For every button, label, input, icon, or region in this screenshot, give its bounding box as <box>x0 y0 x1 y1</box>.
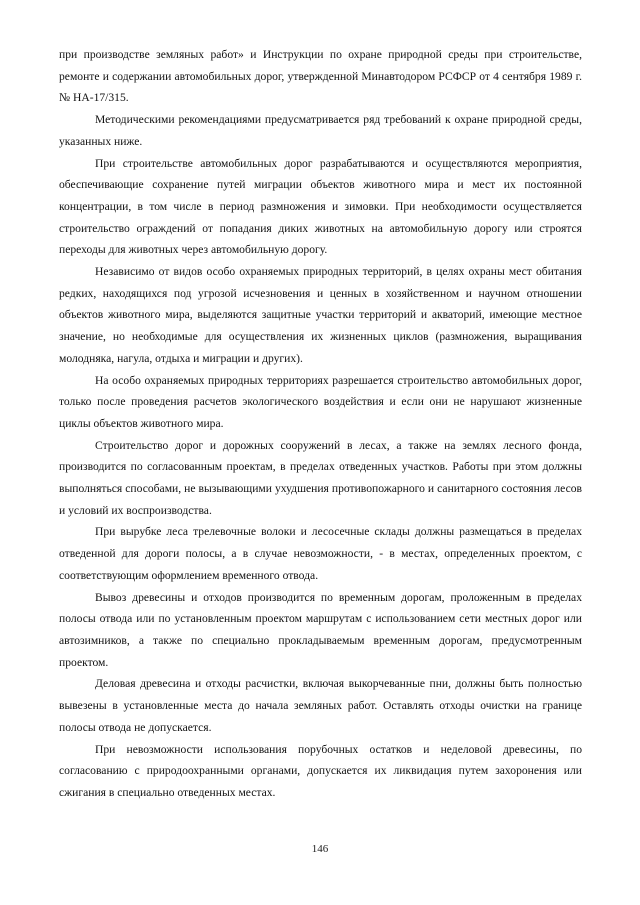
paragraph: Строительство дорог и дорожных сооружений в лесах, а также на землях лесного фонда, производится по согласованным проектам, в пределах отведенных участков. Работы при этом должны выполняться способами, не вызывающими ухудшения противопожарного и санитарного состояния лесов и условий их воспроизводства. <box>59 438 582 517</box>
paragraph-continuation: при производстве земляных работ» и Инструкции по охране природной среды при строительстве, ремонте и содержании автомобильных дорог, утвержденной Минавтодором РСФСР от 4 сентября 1989 г. № НА-17/315. <box>59 48 582 105</box>
paragraph: Деловая древесина и отходы расчистки, включая выкорчеванные пни, должны быть полностью вывезены в установленные места до начала земляных работ. Оставлять отходы очистки на границе полосы отвода не допускается. <box>59 677 582 734</box>
paragraph: При строительстве автомобильных дорог разрабатываются и осуществляются мероприятия, обеспечивающие сохранение путей миграции объектов животного мира и мест их постоянной концентрации, в том числе в период размножения и зимовки. При необходимости осуществляется строительство ограждений от попадания диких животных на автомобильную дорогу или строятся переходы для животных через автомобильную дорогу. <box>59 156 582 257</box>
paragraph: На особо охраняемых природных территориях разрешается строительство автомобильных дорог, только после проведения расчетов экологического воздействия и если они не нарушают жизненные циклы объектов животного мира. <box>59 373 582 430</box>
paragraph: При вырубке леса трелевочные волоки и лесосечные склады должны размещаться в пределах отведенной для дороги полосы, а в случае невозможности, - в местах, определенных проектом, с соответствующим оформлением временного отвода. <box>59 525 582 582</box>
paragraph: Методическими рекомендациями предусматривается ряд требований к охране природной среды, указанных ниже. <box>59 113 582 148</box>
paragraph: Вывоз древесины и отходов производится по временным дорогам, проложенным в пределах полосы отвода или по установленным проектом маршрутам с использованием сети местных дорог или автозимников, а также по специально прокладываемым временным дорогам, предусмотренным проектом. <box>59 590 582 669</box>
paragraph: При невозможности использования порубочных остатков и неделовой древесины, по согласованию с природоохранными органами, допускается их ликвидация путем захоронения или сжигания в специально отведенных местах. <box>59 742 582 799</box>
document-page <box>59 44 582 804</box>
page-number: 146 <box>311 843 329 855</box>
paragraph: Независимо от видов особо охраняемых природных территорий, в целях охраны мест обитания редких, находящихся под угрозой исчезновения и ценных в хозяйственном и научном отношении объектов животного мира, выделяются защитные участки территорий и акваторий, имеющие местное значение, но необходимые для осуществления их жизненных циклов (размножения, выращивания молодняка, нагула, отдыха и миграции и других). <box>59 265 582 365</box>
